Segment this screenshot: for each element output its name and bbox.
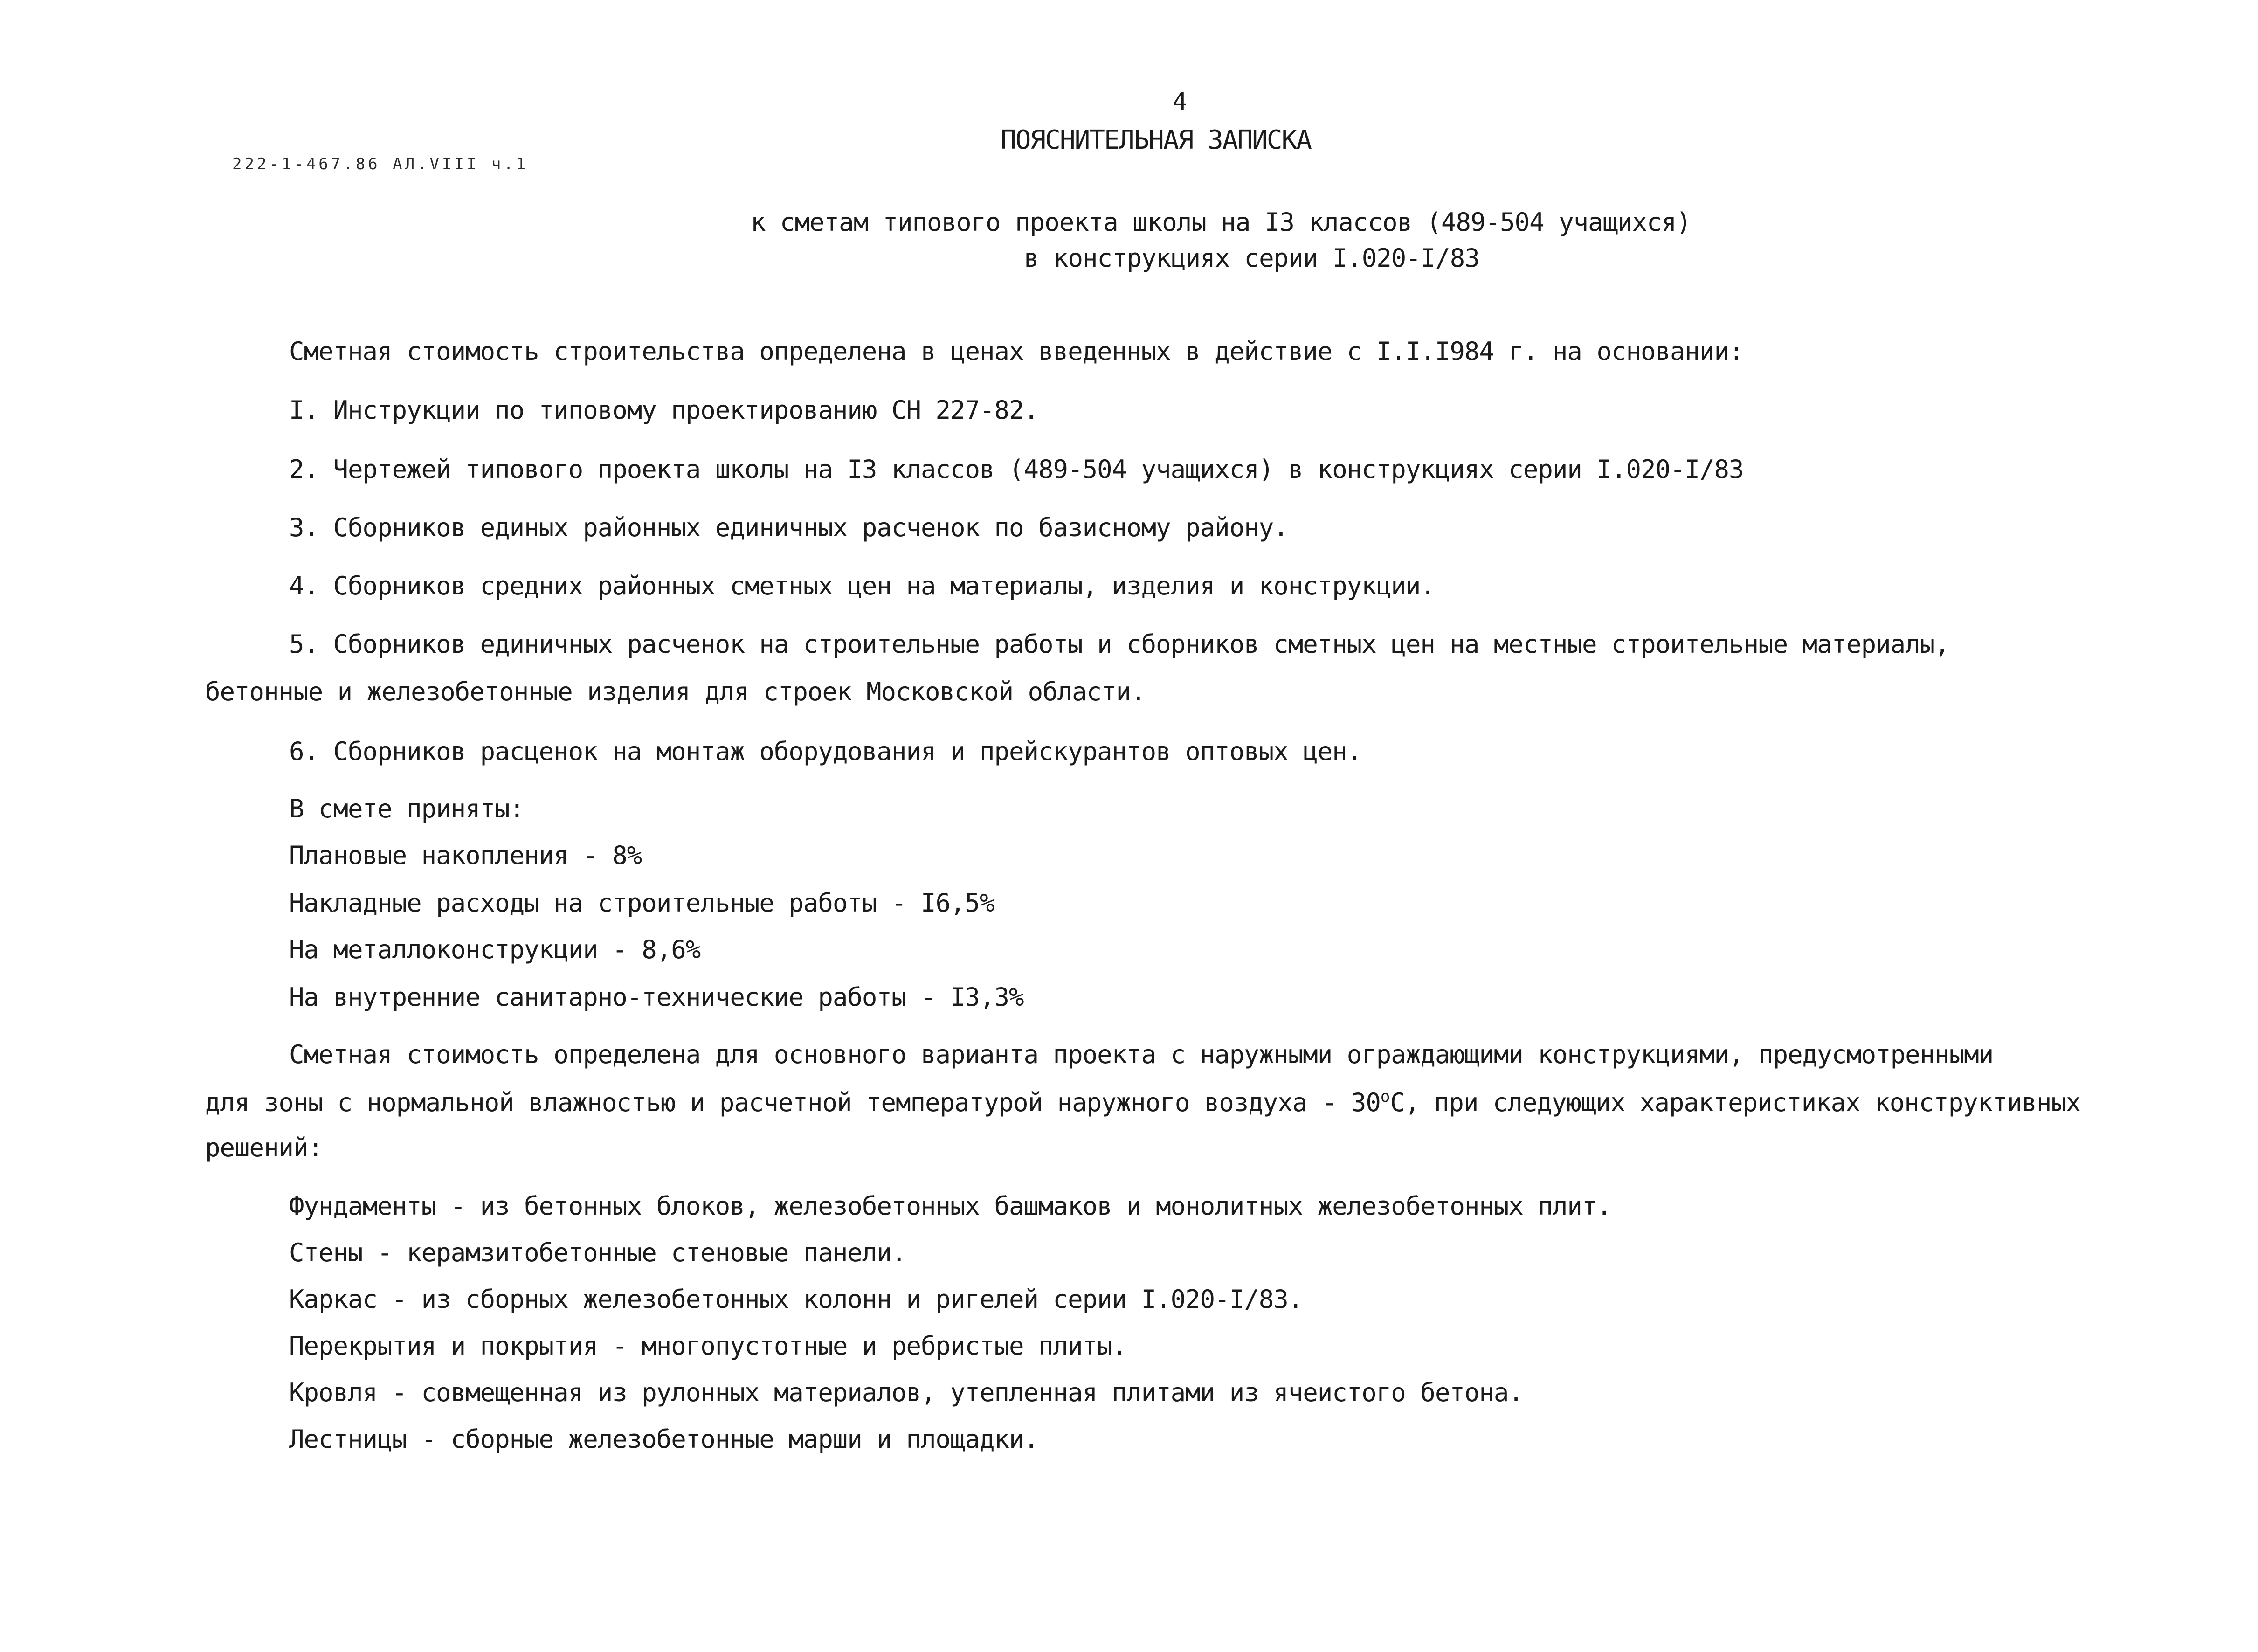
structure-line: Кровля - совмещенная из рулонных материалов, утепленная плитами из ячеистого бетона.	[289, 1378, 1523, 1407]
rate-line: Накладные расходы на строительные работы - I6,5%	[289, 888, 994, 918]
rate-line: Плановые накопления - 8%	[289, 841, 642, 870]
basis-item: 6. Сборников расценок на монтаж оборудования и прейскурантов оптовых цен.	[289, 737, 1362, 766]
basis-item: 5. Сборников единичных расченок на строительные работы и сборников сметных цен на местные строительные материалы,	[289, 629, 1949, 659]
subtitle-line-2: в конструкциях серии I.020-I/83	[1024, 243, 1479, 273]
structure-line: Фундаменты - из бетонных блоков, железобетонных башмаков и монолитных железобетонных плит.	[289, 1191, 1611, 1221]
basis-item: 4. Сборников средних районных сметных цен на материалы, изделия и конструкции.	[289, 571, 1435, 601]
rate-line: На внутренние санитарно-технические работы - I3,3%	[289, 982, 1024, 1012]
intro-paragraph: Сметная стоимость строительства определена в ценах введенных в действие с I.I.I984 г. на основании:	[289, 337, 1744, 366]
cost-paragraph-line-2	[205, 1089, 2080, 1115]
page-title: ПОЯСНИТЕЛЬНАЯ ЗАПИСКА	[1001, 125, 1312, 155]
cost-text-after-degree: С, при следующих характеристиках конструктивных	[1390, 1088, 2081, 1117]
basis-item: 2. Чертежей типового проекта школы на I3 классов (489-504 учащихся) в конструкциях серии I.020-I/83	[289, 455, 1744, 484]
structure-line: Лестницы - сборные железобетонные марши и площадки.	[289, 1424, 1039, 1454]
basis-item-continuation: бетонные и железобетонные изделия для строек Московской области.	[205, 677, 1146, 706]
rate-line: На металлоконструкции - 8,6%	[289, 935, 701, 964]
cost-paragraph-line-3: решений:	[205, 1133, 323, 1162]
rates-heading: В смете приняты:	[289, 794, 525, 823]
structure-line: Перекрытия и покрытия - многопустотные и ребристые плиты.	[289, 1331, 1127, 1361]
basis-item: I. Инструкции по типовому проектированию СН 227-82.	[289, 395, 1039, 425]
structure-line: Стены - керамзитобетонные стеновые панели.	[289, 1238, 906, 1267]
page-number: 4	[1173, 88, 1187, 116]
structure-line: Каркас - из сборных железобетонных колонн и ригелей серии I.020-I/83.	[289, 1285, 1303, 1314]
cost-paragraph-line-1: Сметная стоимость определена для основного варианта проекта с наружными ограждающими конструкциями, предусмотренными	[289, 1040, 1994, 1069]
subtitle-line-1: к сметам типового проекта школы на I3 классов (489-504 учащихся)	[751, 207, 1691, 237]
document-code: 222-1-467.86 АЛ.VIII ч.1	[232, 155, 529, 173]
basis-item: 3. Сборников единых районных единичных расченок по базисному району.	[289, 513, 1288, 542]
degree-superscript: о	[1380, 1087, 1390, 1106]
cost-text-before-degree: для зоны с нормальной влажностью и расчетной температурой наружного воздуха - 30	[205, 1088, 1381, 1117]
